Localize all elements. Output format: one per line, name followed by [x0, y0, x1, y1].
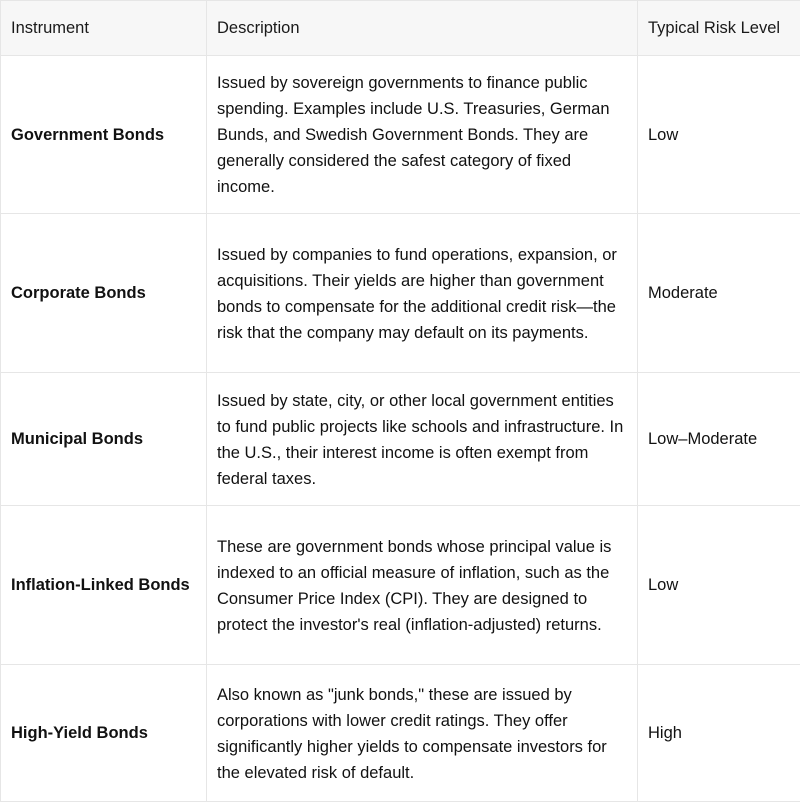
description-cell: Also known as "junk bonds," these are issued by corporations with lower credit ratings. They offer significantly higher yields to compensate investors for the elevated risk of default.	[207, 665, 638, 802]
header-row	[1, 1, 800, 56]
instrument-cell: Government Bonds	[1, 56, 207, 214]
instrument-cell: Inflation-Linked Bonds	[1, 506, 207, 665]
table-row	[1, 373, 800, 506]
instrument-cell: High-Yield Bonds	[1, 665, 207, 802]
risk-level-cell: High	[638, 665, 800, 802]
risk-level-cell: Low	[638, 506, 800, 665]
header-instrument: Instrument	[1, 1, 207, 56]
description-cell: Issued by state, city, or other local government entities to fund public projects like schools and infrastructure. In the U.S., their interest income is often exempt from federal taxes.	[207, 373, 638, 506]
risk-level-cell: Moderate	[638, 214, 800, 373]
instrument-cell: Municipal Bonds	[1, 373, 207, 506]
risk-level-cell: Low–Moderate	[638, 373, 800, 506]
table-header	[1, 1, 800, 56]
table-row	[1, 214, 800, 373]
description-cell: These are government bonds whose principal value is indexed to an official measure of inflation, such as the Consumer Price Index (CPI). They are designed to protect the investor's real (inflation-adjusted) returns.	[207, 506, 638, 665]
table-row	[1, 665, 800, 802]
table-body	[1, 56, 800, 802]
risk-level-cell: Low	[638, 56, 800, 214]
table-row	[1, 506, 800, 665]
description-cell: Issued by companies to fund operations, expansion, or acquisitions. Their yields are higher than government bonds to compensate for the additional credit risk—the risk that the company may default on its payments.	[207, 214, 638, 373]
instrument-cell: Corporate Bonds	[1, 214, 207, 373]
table-row	[1, 56, 800, 214]
header-risk-level: Typical Risk Level	[638, 1, 800, 56]
description-cell: Issued by sovereign governments to finance public spending. Examples include U.S. Treasuries, German Bunds, and Swedish Government Bonds. They are generally considered the safest category of fixed income.	[207, 56, 638, 214]
header-description: Description	[207, 1, 638, 56]
